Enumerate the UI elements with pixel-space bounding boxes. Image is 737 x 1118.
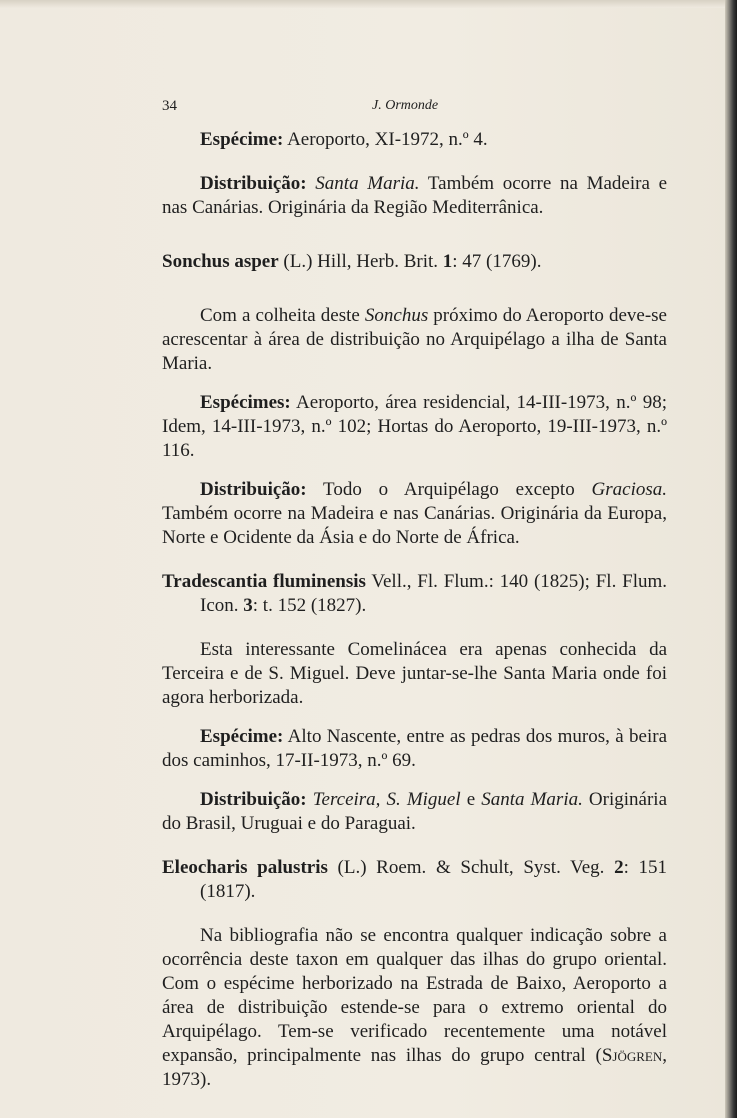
species-volume: 2 [614, 857, 624, 878]
distribution-text: Originária do Brasil, Uruguai e do Paraguai. [162, 789, 668, 834]
page-body [162, 128, 667, 1092]
distribution-label: Distribuição: [200, 479, 307, 500]
species-heading-eleocharis [162, 856, 667, 904]
distribution-paragraph [162, 788, 667, 836]
distribution-text-continued: Também ocorre na Madeira e nas Canárias. Originária da Europa, Norte e Ocidente da Ásia e do Norte de África. [162, 503, 667, 548]
species-name: Eleocharis palustris [162, 857, 328, 878]
species-volume: 3 [243, 595, 253, 616]
distribution-island: Graciosa. [591, 479, 667, 500]
distribution-conjunction: e [460, 789, 482, 810]
specimens-text: Aeroporto, área residencial, 14-III-1973, n.º 98; Idem, 14-III-1973, n.º 102; Hortas do Aeroporto, 19-III-1973, n.º 116. [162, 392, 667, 461]
page-header [162, 98, 667, 118]
distribution-islands: Terceira, S. Miguel [312, 789, 461, 810]
distribution-text: Todo o Arquipélago excepto [306, 479, 592, 500]
reference-year: , 1973). [162, 1045, 667, 1090]
running-head: J. Ormonde [372, 98, 439, 113]
note-text: Com a colheita deste [200, 305, 365, 326]
species-volume: 1 [442, 251, 453, 272]
note-text: Na bibliografia não se encontra qualquer indicação sobre a ocorrência deste taxon em qualquer das ilhas do grupo oriental. Com o espécime herborizado na Estrada de Baixo, Aeroporto a área de distribuição estende-se para o extremo oriental do Arquipélago. Tem-se verificado recentemente uma notável expansão, principalmente nas ilhas do grupo central ( [162, 925, 667, 1066]
specimens-label: Espécimes: [200, 392, 291, 413]
note-text: Esta interessante Comelinácea era apenas conhecida da Terceira e de S. Miguel. Deve juntar-se-lhe Santa Maria onde foi agora herborizada. [162, 639, 667, 708]
note-paragraph [162, 304, 667, 376]
distribution-islands: Santa Maria. [315, 173, 420, 194]
specimen-label: Espécime: [200, 129, 284, 150]
specimen-text: Aeroporto, XI-1972, n.º 4. [283, 129, 488, 150]
specimens-paragraph [162, 391, 667, 463]
distribution-label: Distribuição: [200, 789, 307, 810]
species-authority: (L.) Roem. & Schult, Syst. Veg. [327, 857, 615, 878]
note-paragraph [162, 924, 667, 1092]
distribution-text: Também ocorre na Madeira e nas Canárias. Originária da Região Mediterrânica. [162, 173, 667, 218]
page-binding-edge [725, 0, 737, 1118]
distribution-paragraph [162, 478, 667, 550]
species-citation: : 47 (1769). [452, 251, 542, 272]
distribution-label: Distribuição: [200, 173, 307, 194]
distribution-paragraph [162, 172, 667, 220]
species-citation: : t. 152 (1827). [252, 595, 367, 616]
note-genus: Sonchus [364, 305, 429, 326]
species-heading-sonchus [162, 250, 667, 274]
note-text-continued: próximo do Aeroporto deve-se acrescentar à área de distribuição no Arquipélago a ilha de Santa Maria. [162, 305, 667, 374]
distribution-island: Santa Maria. [481, 789, 583, 810]
species-name: Sonchus asper [162, 251, 279, 272]
species-authority: (L.) Hill, Herb. Brit. [278, 251, 443, 272]
specimen-label: Espécime: [200, 726, 284, 747]
specimen-text: Alto Nascente, entre as pedras dos muros, à beira dos caminhos, 17-II-1973, n.º 69. [162, 726, 667, 771]
species-authority: Vell., Fl. Flum.: 140 (1825); Fl. Flum. Icon. [200, 571, 667, 616]
page-top-edge [0, 0, 737, 8]
specimen-paragraph [162, 128, 667, 152]
page-number: 34 [162, 98, 177, 114]
note-paragraph [162, 638, 667, 710]
reference-author: Sjögren [601, 1045, 663, 1066]
species-heading-tradescantia [162, 570, 667, 618]
specimen-paragraph [162, 725, 667, 773]
species-citation: : 151 (1817). [200, 857, 667, 902]
species-name: Tradescantia fluminensis [162, 571, 366, 592]
